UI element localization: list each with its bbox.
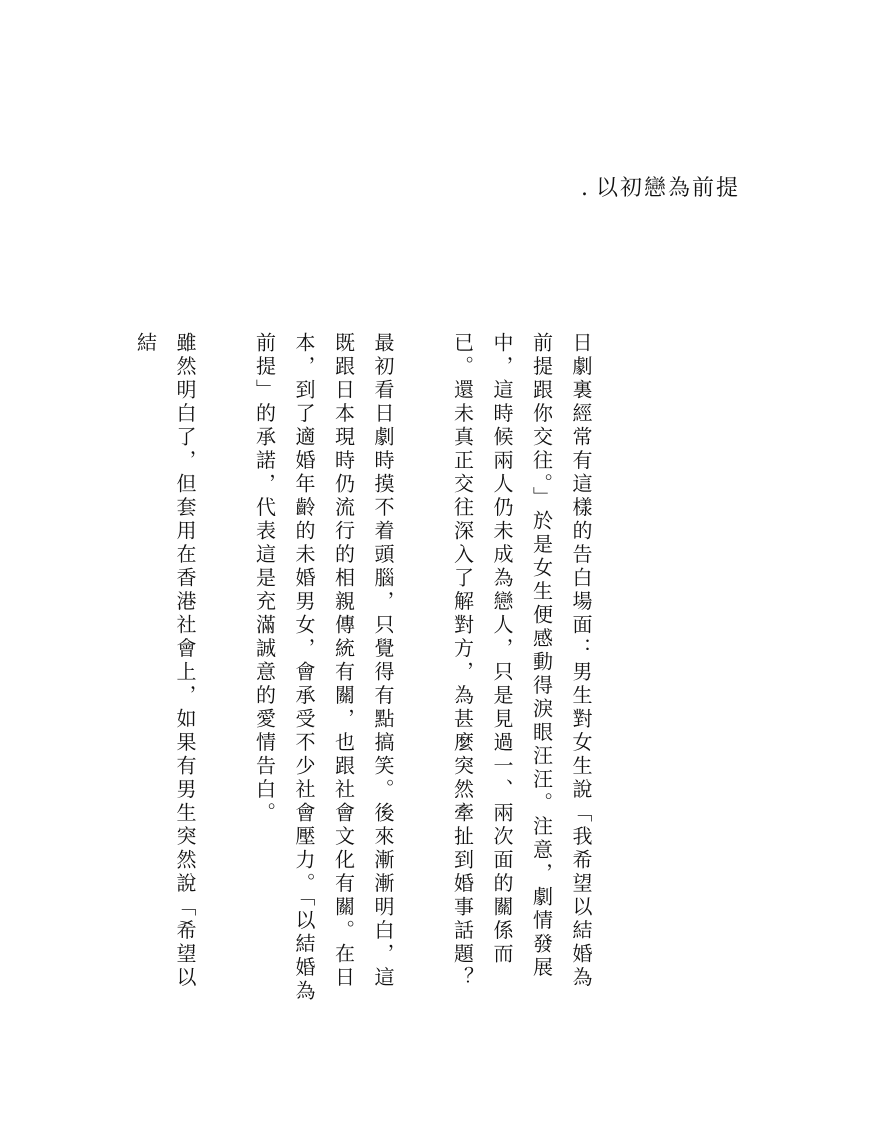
paragraph-3: 雖然明白了，但套用在香港社會上，如果有男生突然說「希望以結 (133, 332, 197, 990)
paragraph-1: 日劇裏經常有這樣的告白場面：男生對女生說「我希望以結婚為前提跟你交往。」於是女生便感動得淚眼汪汪。注意，劇情發展中，這時候兩人仍未成為戀人，只是見過一、兩次面的關係而已。還未真正交往深入了解對方，為甚麼突然牽扯到婚事話題？ (450, 332, 593, 990)
paragraph-2: 最初看日劇時摸不着頭腦，只覺得有點搞笑。後來漸漸明白，這既跟日本現時仍流行的相親傳統有關，也跟社會文化有關。在日本，到了適婚年齡的未婚男女，會承受不少社會壓力。「以結婚為前提」的承諾，代表這是充滿誠意的愛情告白。 (252, 332, 395, 1004)
section-title: 以初戀為前提 (595, 176, 740, 201)
section-heading (581, 178, 740, 200)
section-number: . (580, 176, 590, 201)
body-text (125, 332, 600, 1012)
